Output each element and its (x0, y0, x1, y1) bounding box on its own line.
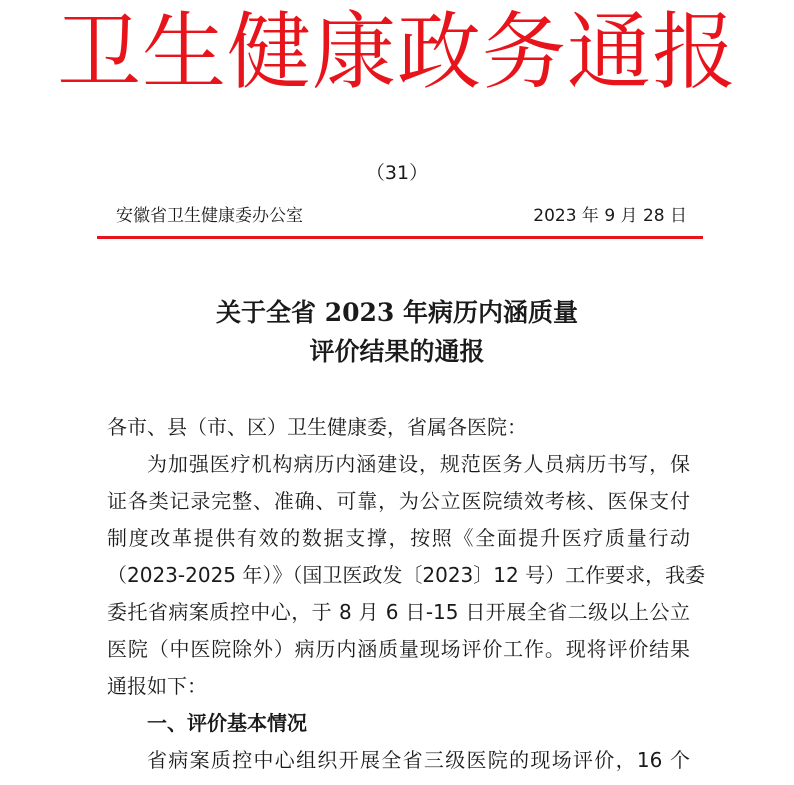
issue-date: 2023 年 9 月 28 日 (533, 206, 687, 226)
body-line: 为加强医疗机构病历内涵建设，规范医务人员病历书写，保 (147, 452, 690, 476)
masthead-title: 卫生健康政务通报 (56, 3, 737, 101)
issuer: 安徽省卫生健康委办公室 (116, 206, 303, 226)
body-line: 通报如下： (107, 674, 207, 698)
salutation: 各市、县（市、区）卫生健康委，省属各医院： (107, 415, 527, 439)
body-line: 证各类记录完整、准确、可靠，为公立医院绩效考核、医保支付 (107, 489, 690, 513)
body-line: 制度改革提供有效的数据支撑，按照《全面提升医疗质量行动 (107, 526, 690, 550)
body-line: （2023-2025 年）》（国卫医政发〔2023〕12 号）工作要求，我委 (107, 563, 706, 587)
body-line: 省病案质控中心组织开展全省三级医院的现场评价，16 个 (147, 748, 690, 772)
section-heading: 一、评价基本情况 (147, 711, 307, 735)
document-title-line-2: 评价结果的通报 (309, 337, 485, 366)
body-line: 医院（中医院除外）病历内涵质量现场评价工作。现将评价结果 (107, 637, 690, 661)
issue-number: （31） (365, 162, 429, 184)
red-divider (97, 236, 703, 239)
document-title-line-1: 关于全省 2023 年病历内涵质量 (216, 298, 578, 327)
body-line: 委托省病案质控中心，于 8 月 6 日-15 日开展全省二级以上公立 (107, 600, 690, 624)
